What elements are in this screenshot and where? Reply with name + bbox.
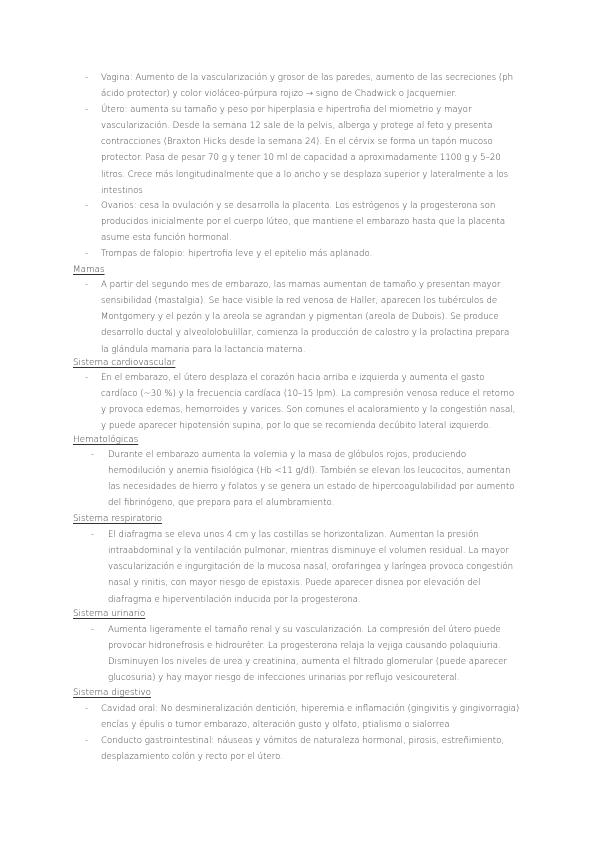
bullet-dash-icon: -	[85, 73, 89, 83]
list-item-line: Conducto gastrointestinal: náuseas y vómitos de naturaleza hormonal, pirosis, estreñimiento,	[101, 736, 505, 746]
list-item-line: diafragma e hiperventilación inducida por la progesterona.	[108, 594, 361, 605]
list-item-line: Ovarios: cesa la ovulación y se desarrolla la placenta. Los estrógenos y la progesterona son	[101, 201, 496, 211]
bullet-dash-icon: -	[85, 704, 89, 714]
list-item-line: vascularización e ingurgitación de la mucosa nasal, orofaringea y laríngea provoca congestión	[108, 562, 514, 573]
list-item-line: encías y épulis o tumor embarazo, alteración gusto y olfato, ptialismo o sialorrea	[101, 720, 450, 731]
list-item-line: desarrollo ductal y alveololobulillar, comienza la producción de calostro y la prolactina prepara	[101, 328, 510, 339]
list-item-line: desplazamiento colón y recto por el útero.	[101, 752, 283, 763]
list-item-line: las necesidades de hierro y folatos y se genera un estado de hipercoagulabilidad por aumento	[108, 482, 515, 493]
section-heading: Mamas	[73, 265, 105, 275]
list-item-line: El diafragma se eleva unos 4 cm y las costillas se horizontalizan. Aumentan la presión	[108, 530, 479, 540]
list-item-line: intestinos	[101, 185, 143, 196]
section-heading: Sistema respiratorio	[73, 514, 162, 524]
list-item-line: Trompas de falopio: hipertrofia leve y el epitelio más aplanado.	[101, 249, 373, 259]
list-item-line: producidos inicialmente por el cuerpo lúteo, que mantiene el embarazo hasta que la placenta	[101, 217, 506, 228]
list-item-line: Disminuyen los niveles de urea y creatinina, aumenta el filtrado glomerular (puede aparecer	[108, 657, 507, 668]
list-item-line: intraabdominal y la ventilación pulmonar, mientras disminuye el volumen residual. La mayor	[108, 546, 509, 557]
bullet-dash-icon: -	[91, 625, 95, 635]
list-item-line: ácido protector) y color violáceo-púrpura rojizo → signo de Chadwick o Jacquemier.	[101, 89, 457, 100]
bullet-dash-icon: -	[85, 105, 89, 115]
list-item-line: del fibrinógeno, que prepara para el alumbramiento.	[108, 498, 335, 509]
list-item-line: Durante el embarazo aumenta la volemia y la masa de glóbulos rojos, produciendo	[108, 450, 467, 460]
list-item-line: litros. Crece más longitudinalmente que a lo ancho y se desplaza superior y lateralmente a los	[101, 169, 509, 180]
bullet-dash-icon: -	[85, 280, 89, 290]
section-heading: Hematológicas	[73, 435, 139, 445]
list-item-line: Útero: aumenta su tamaño y peso por hiperplasia e hipertrofia del miometrio y mayor	[101, 105, 472, 115]
list-item-line: glucosuria) y hay mayor riesgo de infecciones urinarias por reflujo vesicoureteral.	[108, 673, 460, 684]
bullet-dash-icon: -	[85, 249, 89, 259]
list-item-line: contracciones (Braxton Hicks desde la semana 24). En el cérvix se forma un tapón mucoso	[101, 137, 493, 148]
list-item-line: En el embarazo, el útero desplaza el corazón hacia arriba e izquierda y aumenta el gasto	[101, 373, 485, 383]
list-item-line: A partir del segundo mes de embarazo, las mamas aumentan de tamaño y presentan mayor	[101, 280, 501, 290]
list-item-line: Vagina: Aumento de la vascularización y grosor de las paredes, aumento de las secreciones (ph	[101, 73, 514, 83]
list-item-line: asume esta función hormonal.	[101, 233, 232, 244]
list-item-line: Cavidad oral: No desmineralización dentición, hiperemia e inflamación (gingivitis y gingivorragia)	[101, 704, 520, 714]
list-item-line: Aumenta ligeramente el tamaño renal y su vascularización. La compresión del útero puede	[108, 625, 501, 635]
section-heading: Sistema digestivo	[73, 688, 152, 698]
list-item-line: vascularización. Desde la semana 12 sale de la pelvis, alberga y protege al feto y presenta	[101, 121, 493, 132]
list-item-line: provocar hidronefrosis e hidrouréter. La progesterona relaja la vejiga causando polaquiuria.	[108, 641, 501, 652]
list-item-line: sensibilidad (mastalgia). Se hace visible la red venosa de Haller, aparecen los tubérculos de	[101, 296, 498, 307]
list-item-line: hemodilución y anemia fisiológica (Hb <11 g/dl). También se elevan los leucocitos, aumentan	[108, 466, 511, 477]
bullet-dash-icon: -	[85, 201, 89, 211]
bullet-dash-icon: -	[91, 450, 95, 460]
bullet-dash-icon: -	[85, 373, 89, 383]
list-item-line: nasal y rinitis, con mayor riesgo de epistaxis. Puede aparecer disnea por elevación del	[108, 578, 481, 589]
list-item-line: protector. Pasa de pesar 70 g y tener 10 ml de capacidad a aproximadamente 1100 g y 5–20	[101, 153, 501, 164]
section-heading: Sistema cardiovascular	[73, 358, 176, 368]
list-item-line: y puede aparecer hipotensión supina, por lo que se recomienda decúbito lateral izquierdo.	[101, 421, 492, 432]
bullet-dash-icon: -	[91, 530, 95, 540]
list-item-line: la glándula mamaria para la lactancia materna.	[101, 344, 306, 355]
list-item-line: Montgomery y el pezón y la areola se agrandan y pigmentan (areola de Dubois). Se produce	[101, 312, 499, 323]
list-item-line: y provoca edemas, hemorroides y varices. Son comunes el acaloramiento y la congestión nasal,	[101, 405, 516, 416]
bullet-dash-icon: -	[85, 736, 89, 746]
section-heading: Sistema urinario	[73, 609, 146, 619]
list-item-line: cardíaco (~30 %) y la frecuencia cardíaca (10–15 lpm). La compresión venosa reduce el retorno	[101, 389, 515, 400]
